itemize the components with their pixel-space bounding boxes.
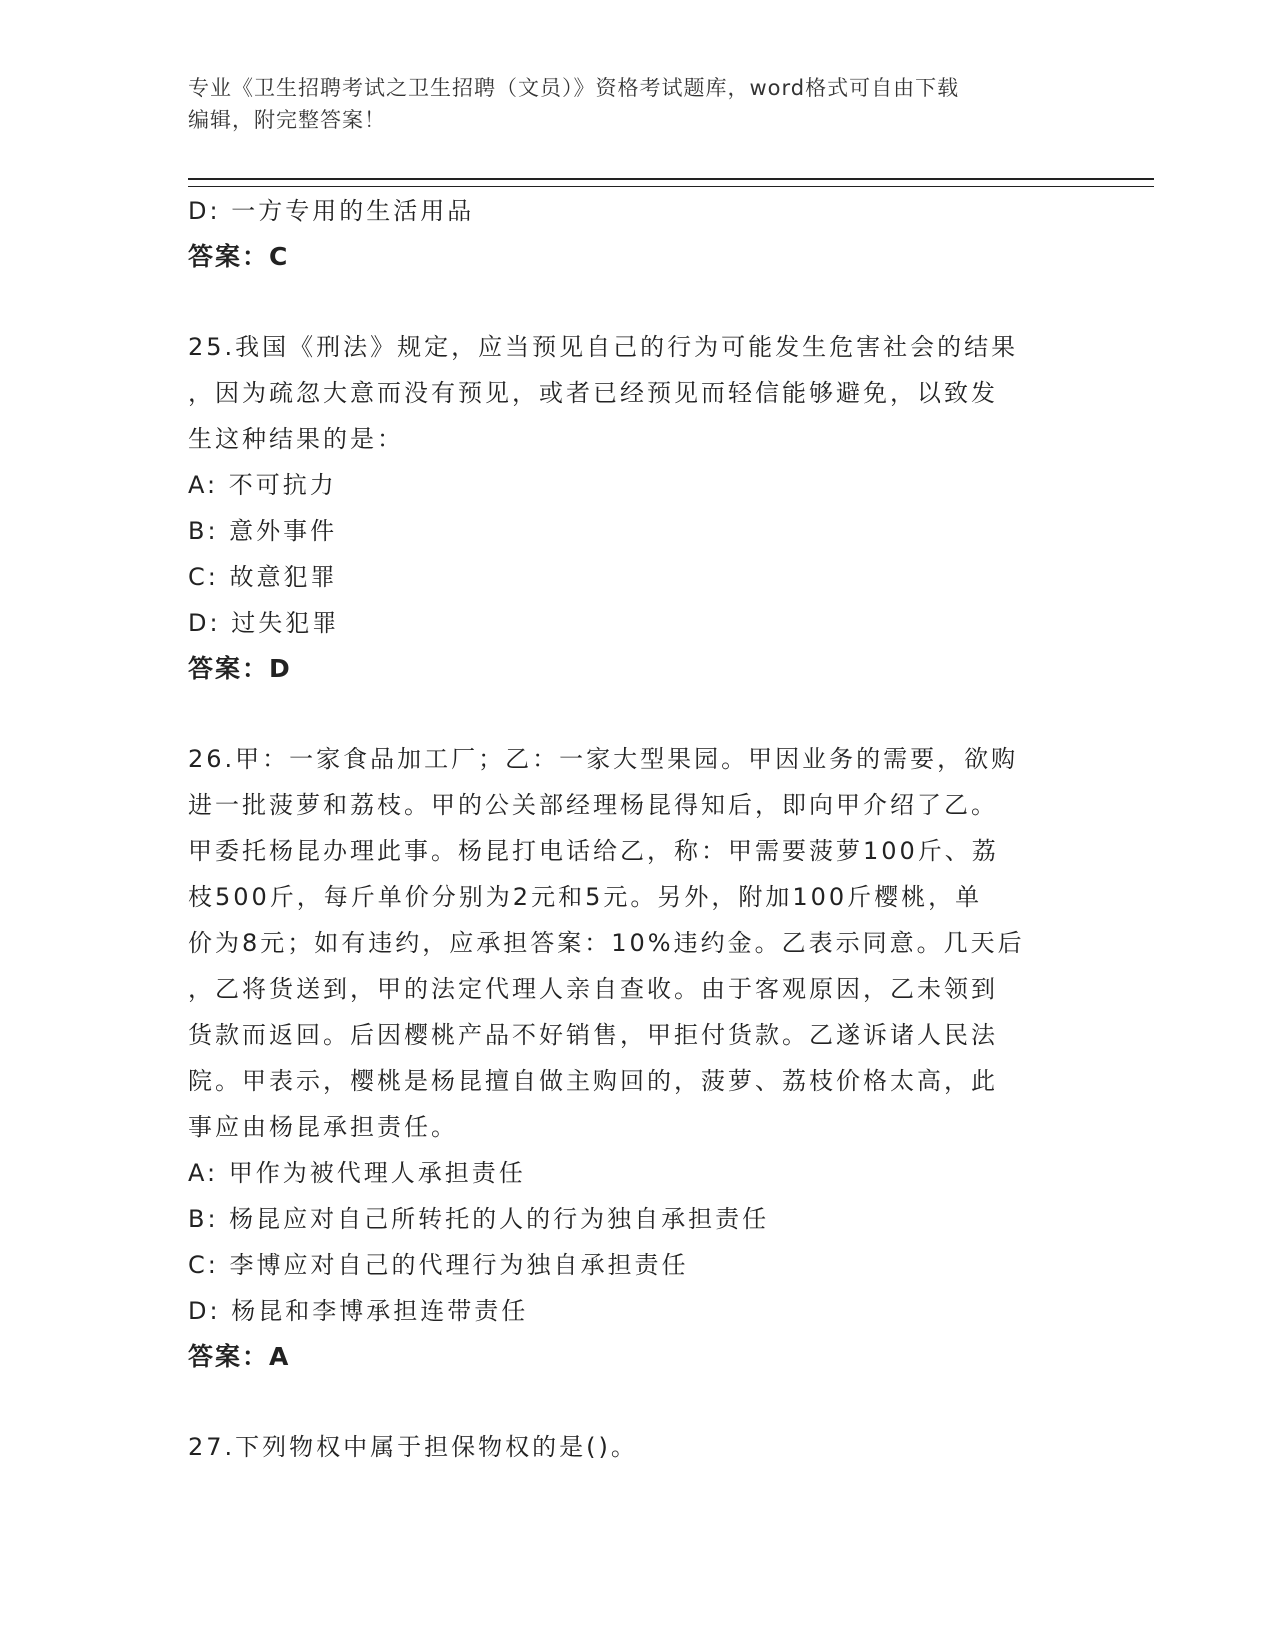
option-b: B: 意外事件 [188, 517, 338, 545]
header-divider [188, 178, 1154, 187]
question-25 [188, 324, 1088, 692]
option-a: A: 不可抗力 [188, 471, 337, 499]
question-text-line: 货款而返回。后因樱桃产品不好销售，甲拒付货款。乙遂诉诸人民法 [188, 1021, 998, 1049]
option-b: B: 杨昆应对自己所转托的人的行为独自承担责任 [188, 1205, 770, 1233]
question-text-line: 事应由杨昆承担责任。 [188, 1113, 458, 1141]
answer-label: 答案：A [188, 1342, 291, 1371]
option-a: A: 甲作为被代理人承担责任 [188, 1159, 526, 1187]
option-c: C: 李博应对自己的代理行为独自承担责任 [188, 1251, 689, 1279]
option-d: D: 杨昆和李博承担连带责任 [188, 1297, 529, 1325]
question-text-line: 27.下列物权中属于担保物权的是()。 [188, 1433, 638, 1461]
question-text-line: ，乙将货送到，甲的法定代理人亲自查收。由于客观原因，乙未领到 [188, 975, 998, 1003]
option-d: D: 过失犯罪 [188, 609, 340, 637]
document-header [188, 72, 1088, 136]
question-26 [188, 736, 1088, 1380]
answer-label: 答案：C [188, 242, 290, 271]
header-line-2: 编辑，附完整答案！ [188, 108, 386, 132]
header-line-1: 专业《卫生招聘考试之卫生招聘（文员）》资格考试题库，word格式可自由下载 [188, 76, 960, 100]
question-24-tail [188, 188, 1088, 280]
question-text-line: 价为8元；如有违约，应承担答案：10%违约金。乙表示同意。几天后 [188, 929, 1025, 957]
question-text-line: 25.我国《刑法》规定，应当预见自己的行为可能发生危害社会的结果 [188, 333, 1019, 361]
answer-label: 答案：D [188, 654, 292, 683]
option-d: D: 一方专用的生活用品 [188, 197, 475, 225]
question-text-line: 进一批菠萝和荔枝。甲的公关部经理杨昆得知后，即向甲介绍了乙。 [188, 791, 998, 819]
question-text-line: 院。甲表示，樱桃是杨昆擅自做主购回的，菠萝、荔枝价格太高，此 [188, 1067, 998, 1095]
option-c: C: 故意犯罪 [188, 563, 338, 591]
question-text-line: 生这种结果的是： [188, 425, 404, 453]
document-body [188, 188, 1088, 1470]
question-text-line: 甲委托杨昆办理此事。杨昆打电话给乙，称：甲需要菠萝100斤、荔 [188, 837, 999, 865]
question-text-line: 枝500斤，每斤单价分别为2元和5元。另外，附加100斤樱桃，单 [188, 883, 983, 911]
question-text-line: ，因为疏忽大意而没有预见，或者已经预见而轻信能够避免，以致发 [188, 379, 998, 407]
question-text-line: 26.甲：一家食品加工厂；乙：一家大型果园。甲因业务的需要，欲购 [188, 745, 1019, 773]
question-27 [188, 1424, 1088, 1470]
